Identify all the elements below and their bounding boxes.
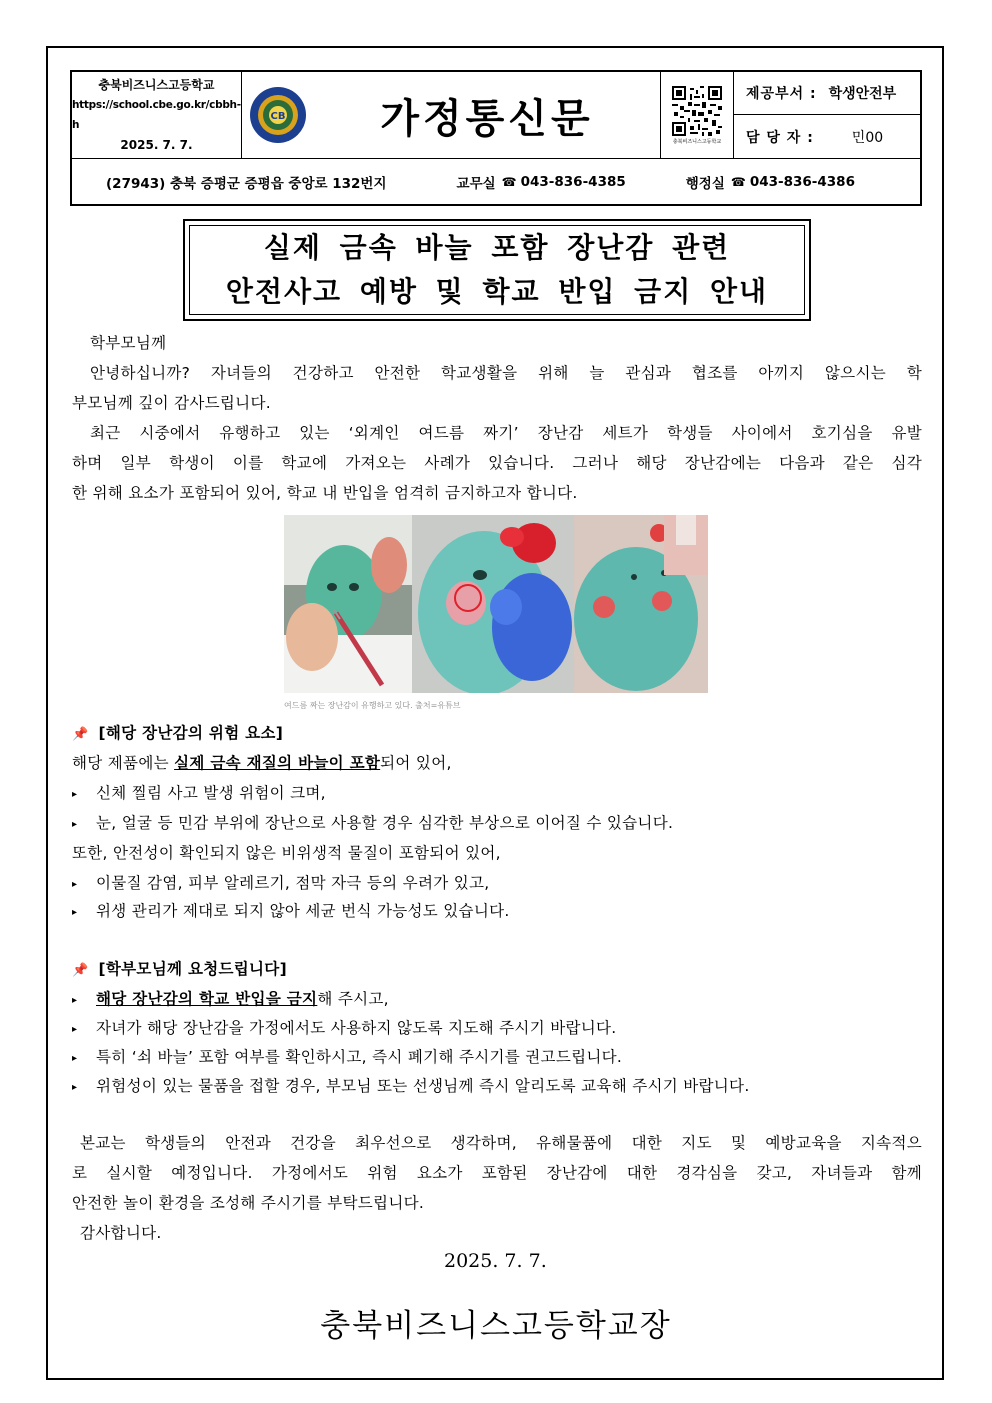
phone-icon: ☎ (730, 174, 746, 189)
qr-code[interactable] (660, 72, 734, 158)
dept-label: 제공부서 : (746, 86, 817, 102)
school-address: (27943) 충북 증평군 증평읍 중앙로 132번지 (106, 175, 387, 192)
thanks: 감사합니다. (80, 1224, 162, 1242)
notice-title-line2: 안전사고 예방 및 학교 반입 금지 안내 (225, 275, 769, 308)
paragraph-2c: 한 위해 요소가 포함되어 있어, 학교 내 반입을 엄격히 금지하고자 합니다. (72, 484, 578, 502)
closing-b: 로 실시할 예정입니다. 가정에서도 위험 요소가 포함된 장난감에 대한 경각심을 갖고, 자녀들과 함께 (72, 1164, 922, 1182)
phone-icon: ☎ (501, 174, 517, 189)
qr-code-icon (672, 86, 722, 136)
triangle-bullet-icon: ▸ (72, 1082, 78, 1093)
manager-value: 민00 (851, 129, 884, 146)
school-url[interactable]: https://school.cbe.go.kr/cbbh-h (72, 99, 241, 131)
section-2-bullet-2: ▸ 자녀가 해당 장난감을 가정에서도 사용하지 않도록 지도해 주시기 바랍니다. (72, 1013, 922, 1045)
paragraph-1a: 안녕하십니까? 자녀들의 건강하고 안전한 학교생활을 위해 늘 관심과 협조를 아끼지 않으시는 학 (90, 364, 922, 382)
signer: 충북비즈니스고등학교장 (320, 1308, 672, 1344)
triangle-bullet-icon: ▸ (72, 1053, 78, 1064)
school-emblem-icon (248, 85, 308, 145)
triangle-bullet-icon: ▸ (72, 1024, 78, 1035)
school-info (72, 72, 242, 158)
closing-c: 안전한 놀이 환경을 조성해 주시기를 부탁드립니다. (72, 1194, 425, 1212)
paragraph-2a: 최근 시중에서 유행하고 있는 ‘외계인 여드름 짜기’ 장난감 세트가 학생들 사이에서 호기심을 유발 (90, 424, 922, 442)
contact-row (72, 158, 920, 204)
paragraph-2b: 하며 일부 학생이 이를 학교에 가져오는 사례가 있습니다. 그러나 해당 장난감에는 다음과 같은 심각 (72, 454, 922, 472)
issue-date: 2025. 7. 7. (120, 138, 193, 152)
pushpin-icon: 📌 (72, 727, 89, 742)
pushpin-icon: 📌 (72, 963, 89, 978)
triangle-bullet-icon: ▸ (72, 789, 78, 800)
section-1-bullet-1: ▸ 신체 찔림 사고 발생 위험이 크며, (72, 778, 922, 810)
triangle-bullet-icon: ▸ (72, 907, 78, 918)
document-title: 가정통신문 (380, 95, 594, 142)
section-2-bullet-1: ▸ 해당 장난감의 학교 반입을 금지해 주시고, (72, 984, 922, 1016)
paragraph-1b: 부모님께 깊이 감사드립니다. (72, 394, 271, 412)
school-logo (242, 72, 314, 158)
dept-value: 학생안전부 (828, 86, 897, 102)
section-1-bullet-3: ▸ 이물질 감염, 피부 알레르기, 점막 자극 등의 우려가 있고, (72, 868, 922, 900)
footer-date: 2025. 7. 7. (444, 1250, 547, 1272)
notice-title-box (183, 219, 811, 321)
office-phone[interactable]: 043-836-4385 (520, 173, 626, 190)
letterhead-table (70, 70, 922, 206)
admin-label: 행정실 (685, 175, 725, 192)
section-1-bullet-4: ▸ 위생 관리가 제대로 되지 않아 세균 번식 가능성도 있습니다. (72, 896, 922, 928)
toy-photo (284, 515, 708, 693)
triangle-bullet-icon: ▸ (72, 879, 78, 890)
section-1-intro: 해당 제품에는 실제 금속 재질의 바늘이 포함되어 있어, (72, 754, 452, 772)
svg-text:CB: CB (270, 111, 286, 122)
notice-title-line1: 실제 금속 바늘 포함 장난감 관련 (263, 231, 731, 264)
section-2-title: 📌 [학부모님께 요청드립니다] (72, 960, 287, 978)
qr-caption: 충북비즈니스고등학교 (672, 138, 722, 145)
section-2-bullet-3: ▸ 특히 ‘쇠 바늘’ 포함 여부를 확인하시고, 즉시 폐기해 주시기를 권고드립니다. (72, 1042, 922, 1074)
section-1-title: 📌 [해당 장난감의 위험 요소] (72, 724, 284, 742)
triangle-bullet-icon: ▸ (72, 819, 78, 830)
dept-row (734, 72, 920, 115)
closing-a: 본교는 학생들의 안전과 건강을 최우선으로 생각하며, 유해물품에 대한 지도 및 예방교육을 지속적으 (80, 1134, 922, 1152)
triangle-bullet-icon: ▸ (72, 995, 78, 1006)
manager-row (734, 115, 920, 158)
school-name: 충북비즈니스고등학교 (98, 78, 215, 92)
manager-label: 담 당 자 : (746, 129, 814, 146)
office-label: 교무실 (456, 175, 496, 192)
greeting: 학부모님께 (90, 334, 167, 352)
admin-phone[interactable]: 043-836-4386 (749, 173, 855, 190)
section-2-bullet-4: ▸ 위험성이 있는 물품을 접할 경우, 부모님 또는 선생님께 즉시 알리도록 교육해 주시기 바랍니다. (72, 1071, 922, 1103)
photo-caption: 여드름 짜는 장난감이 유행하고 있다. 출처=유튜브 (284, 701, 461, 710)
section-1-bullet-2: ▸ 눈, 얼굴 등 민감 부위에 장난으로 사용할 경우 심각한 부상으로 이어질 수 있습니다. (72, 808, 922, 840)
section-1-mid: 또한, 안전성이 확인되지 않은 비위생적 물질이 포함되어 있어, (72, 844, 501, 862)
